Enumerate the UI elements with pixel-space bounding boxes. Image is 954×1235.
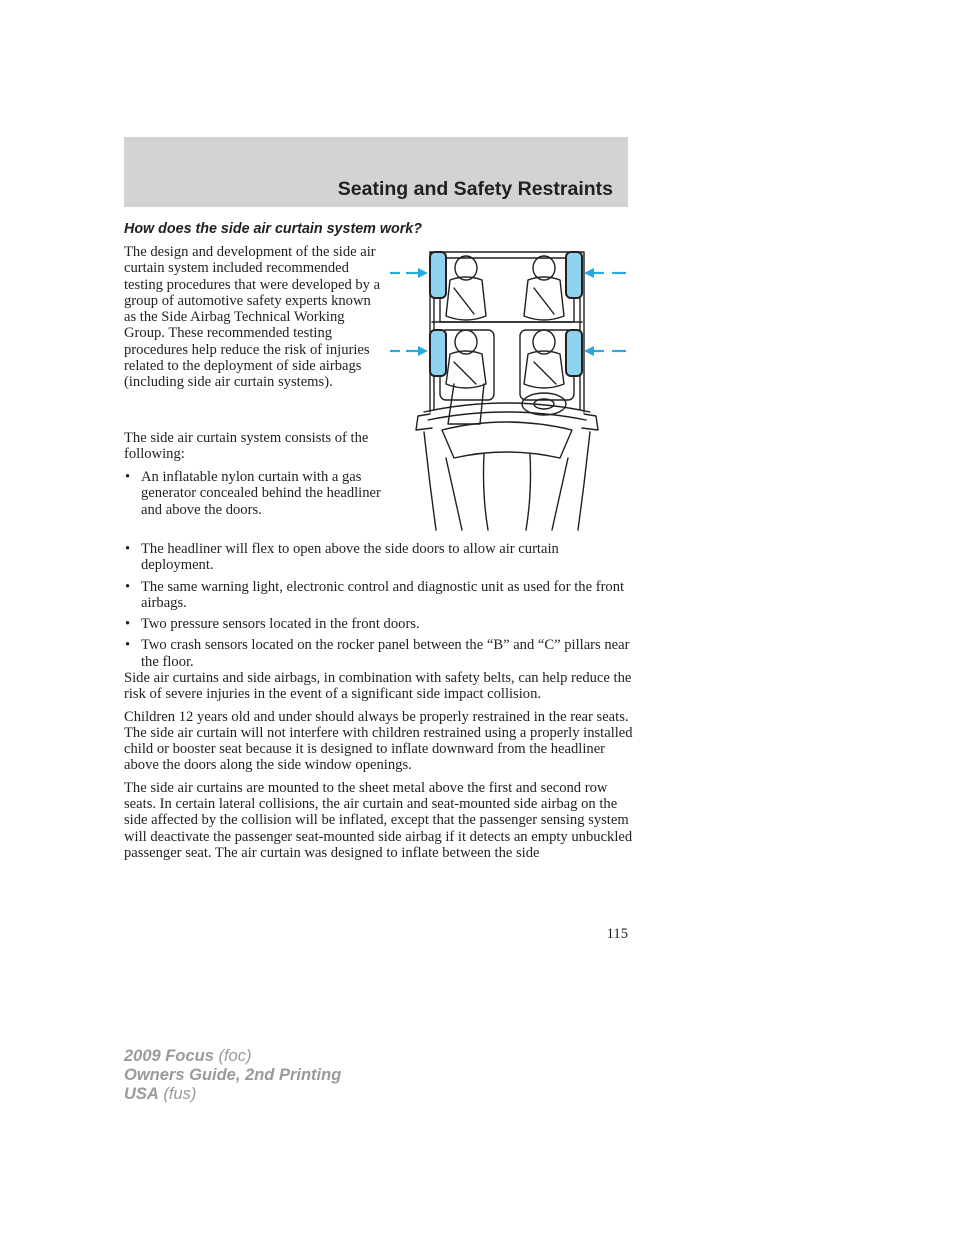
footer-line: USA (fus): [124, 1085, 197, 1103]
intro-paragraph: The design and development of the side air curtain system included recommended testing procedures that were developed by a group of automotive safety experts known as the Side Airbag Technical Working Group. These recommended testing procedures help reduce the risk of injuries related to the deployment of side airbags (including side air curtain systems).: [124, 244, 381, 391]
body-paragraph: Children 12 years old and under should always be properly restrained in the rear seats. The side air curtain will not interfere with children restrained using a properly installed child or booster seat because it is designed to inflate downward from the headliner above the doors along the side window openings.: [124, 708, 633, 774]
car-top-view-illustration: [384, 244, 628, 534]
impact-arrow-icon: [390, 268, 428, 278]
impact-arrow-icon: [390, 346, 428, 356]
header-band: [124, 137, 628, 207]
footer: [124, 1047, 341, 1104]
page-number: 115: [606, 926, 628, 942]
side-curtain-airbag-icon: [566, 330, 582, 376]
list-item: • The same warning light, electronic control and diagnostic unit as used for the front airbags.: [124, 579, 634, 612]
impact-arrow-icon: [584, 268, 626, 278]
component-list-top: [124, 469, 384, 523]
list-item: • Two pressure sensors located in the front doors.: [124, 616, 634, 632]
list-item: • An inflatable nylon curtain with a gas generator concealed behind the headliner and above the doors.: [124, 469, 384, 518]
body-paragraph: The side air curtains are mounted to the sheet metal above the first and second row seats. In certain lateral collisions, the air curtain and seat-mounted side airbag on the side affected by the collision will be inflated, except that the passenger sensing system will deactivate the passenger seat-mounted side airbag if it detects an empty unbuckled passenger seat. The air curtain was designed to inflate between the side: [124, 779, 633, 861]
side-curtain-airbag-icon: [566, 252, 582, 298]
footer-line: 2009 Focus (foc): [124, 1047, 252, 1065]
side-curtain-airbag-icon: [430, 252, 446, 298]
body-text: [124, 670, 634, 867]
side-curtain-airbag-icon: [430, 330, 446, 376]
list-item: • The headliner will flex to open above the side doors to allow air curtain deployment.: [124, 541, 634, 574]
components-intro: The side air curtain system consists of the following:: [124, 430, 369, 463]
impact-arrow-icon: [584, 346, 626, 356]
footer-line: Owners Guide, 2nd Printing: [124, 1066, 342, 1084]
page-title: Seating and Safety Restraints: [337, 178, 613, 200]
section-heading: How does the side air curtain system work?: [124, 221, 422, 237]
body-paragraph: Side air curtains and side airbags, in combination with safety belts, can help reduce the risk of severe injuries in the event of a significant side impact collision.: [124, 670, 632, 703]
component-list: [124, 541, 634, 675]
list-item: • Two crash sensors located on the rocker panel between the “B” and “C” pillars near the floor.: [124, 637, 634, 670]
